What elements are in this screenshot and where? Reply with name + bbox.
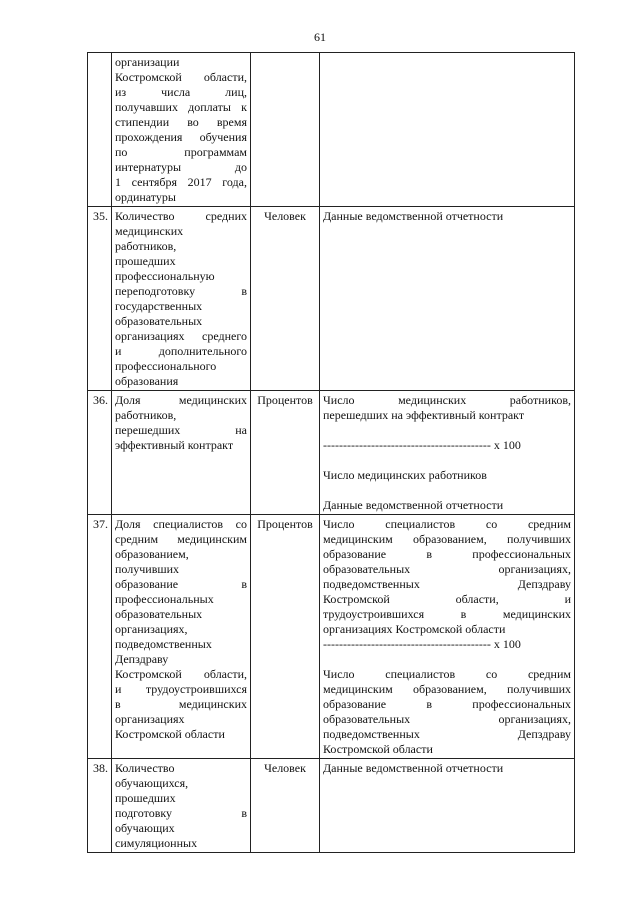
indicator-name-line: интернатуры до <box>115 160 247 174</box>
table-row <box>88 207 575 391</box>
numerator-line: перешедших на эффективный контракт <box>323 408 525 422</box>
indicator-name-line: организациях, <box>115 622 188 636</box>
indicator-name-line: в медицинских <box>115 697 247 711</box>
indicator-name-line: перешедших на <box>115 423 247 437</box>
fraction-line: ------------------------------------------ х 100 <box>323 637 521 651</box>
numerator-line: образование в профессиональных <box>323 547 571 561</box>
page-number: 61 <box>314 30 326 44</box>
denominator-line: образование в профессиональных <box>323 697 571 711</box>
indicator-name-line: работников, <box>115 239 177 253</box>
indicator-name-line: Костромской области <box>115 727 225 741</box>
indicator-name-line: образования <box>115 374 179 388</box>
unit-cell: Процентов <box>251 391 320 515</box>
row-number: 35. <box>88 207 112 391</box>
indicator-name-line: Количество <box>115 761 175 775</box>
numerator-line: организациях Костромской области <box>323 622 506 636</box>
indicator-name-line: Депздраву <box>115 652 169 666</box>
row-number: 36. <box>88 391 112 515</box>
indicator-name-line: профессиональных <box>115 592 214 606</box>
indicator-name-line: профессиональную <box>115 269 215 283</box>
numerator-line: Число специалистов со средним <box>323 517 571 531</box>
indicator-name <box>112 391 251 515</box>
indicator-name-line: прошедших <box>115 791 176 805</box>
unit-cell: Человек <box>251 207 320 391</box>
indicator-name-line: государственных <box>115 299 203 313</box>
indicator-name <box>112 759 251 853</box>
numerator-line: подведомственных Депздраву <box>323 577 571 591</box>
numerator-line: Костромской области, и <box>323 592 571 606</box>
indicator-name-line: ординатуры <box>115 190 176 204</box>
indicator-name-line: обучающих <box>115 821 175 835</box>
indicator-name-line: Костромской области, <box>115 70 247 84</box>
indicator-name-line: симуляционных <box>115 836 198 850</box>
indicator-name-line: и трудоустроившихся <box>115 682 247 696</box>
source-line: Данные ведомственной отчетности <box>323 498 504 512</box>
method-line: Данные ведомственной отчетности <box>323 209 504 223</box>
numerator-line: трудоустроившихся в медицинских <box>323 607 571 621</box>
numerator-line: Число медицинских работников, <box>323 393 571 407</box>
denominator-line: медицинским образованием, получивших <box>323 682 571 696</box>
indicator-name-line: профессионального <box>115 359 217 373</box>
table-row <box>88 391 575 515</box>
indicator-name-line: организациях среднего <box>115 329 247 343</box>
indicator-name-line: получавших доплаты к <box>115 100 247 114</box>
denominator-line: Число специалистов со средним <box>323 667 571 681</box>
indicator-name-line: образованием, <box>115 547 189 561</box>
method-cell <box>320 515 575 759</box>
table-row <box>88 515 575 759</box>
indicator-name-line: средним медицинским <box>115 532 247 546</box>
indicator-name-line: эффективный контракт <box>115 438 234 452</box>
numerator-line: медицинским образованием, получивших <box>323 532 571 546</box>
indicator-name-line: подведомственных <box>115 637 212 651</box>
indicator-name-line: переподготовку в <box>115 284 247 298</box>
method-line: Данные ведомственной отчетности <box>323 761 504 775</box>
indicator-name-line: подготовку в <box>115 806 247 820</box>
indicator-name <box>112 53 251 207</box>
denominator-line: подведомственных Депздраву <box>323 727 571 741</box>
indicator-name-line: работников, <box>115 408 177 422</box>
table-row <box>88 759 575 853</box>
indicator-name-line: 1 сентября 2017 года, <box>115 175 247 189</box>
row-number: 38. <box>88 759 112 853</box>
indicator-name-line: из числа лиц, <box>115 85 247 99</box>
indicator-name-line: организациях <box>115 712 185 726</box>
indicator-name <box>112 207 251 391</box>
indicator-name-line: Доля медицинских <box>115 393 247 407</box>
method-cell <box>320 53 575 207</box>
row-number: 37. <box>88 515 112 759</box>
indicator-name-line: получивших <box>115 562 180 576</box>
fraction-line: ------------------------------------------ х 100 <box>323 438 521 452</box>
indicator-name-line: медицинских <box>115 224 184 238</box>
indicator-name-line: образовательных <box>115 607 203 621</box>
indicator-name-line: стипендии во время <box>115 115 247 129</box>
method-cell <box>320 207 575 391</box>
denominator-line: Число медицинских работников <box>323 468 487 482</box>
row-number <box>88 53 112 207</box>
unit-cell: Процентов <box>251 515 320 759</box>
indicator-name-line: и дополнительного <box>115 344 247 358</box>
indicator-name <box>112 515 251 759</box>
denominator-line: Костромской области <box>323 742 433 756</box>
denominator-line: образовательных организациях, <box>323 712 571 726</box>
unit-cell <box>251 53 320 207</box>
indicator-name-line: прошедших <box>115 254 176 268</box>
indicator-name-line: Костромской области, <box>115 667 247 681</box>
indicator-name-line: организации <box>115 55 180 69</box>
indicator-name-line: образование в <box>115 577 247 591</box>
method-cell <box>320 391 575 515</box>
indicator-name-line: обучающихся, <box>115 776 189 790</box>
indicator-name-line: по программам <box>115 145 247 159</box>
indicator-name-line: Доля специалистов со <box>115 517 247 531</box>
indicators-table <box>87 52 575 853</box>
indicator-name-line: прохождения обучения <box>115 130 247 144</box>
unit-cell: Человек <box>251 759 320 853</box>
table-row <box>88 53 575 207</box>
numerator-line: образовательных организациях, <box>323 562 571 576</box>
indicator-name-line: Количество средних <box>115 209 247 223</box>
method-cell <box>320 759 575 853</box>
indicator-name-line: образовательных <box>115 314 203 328</box>
